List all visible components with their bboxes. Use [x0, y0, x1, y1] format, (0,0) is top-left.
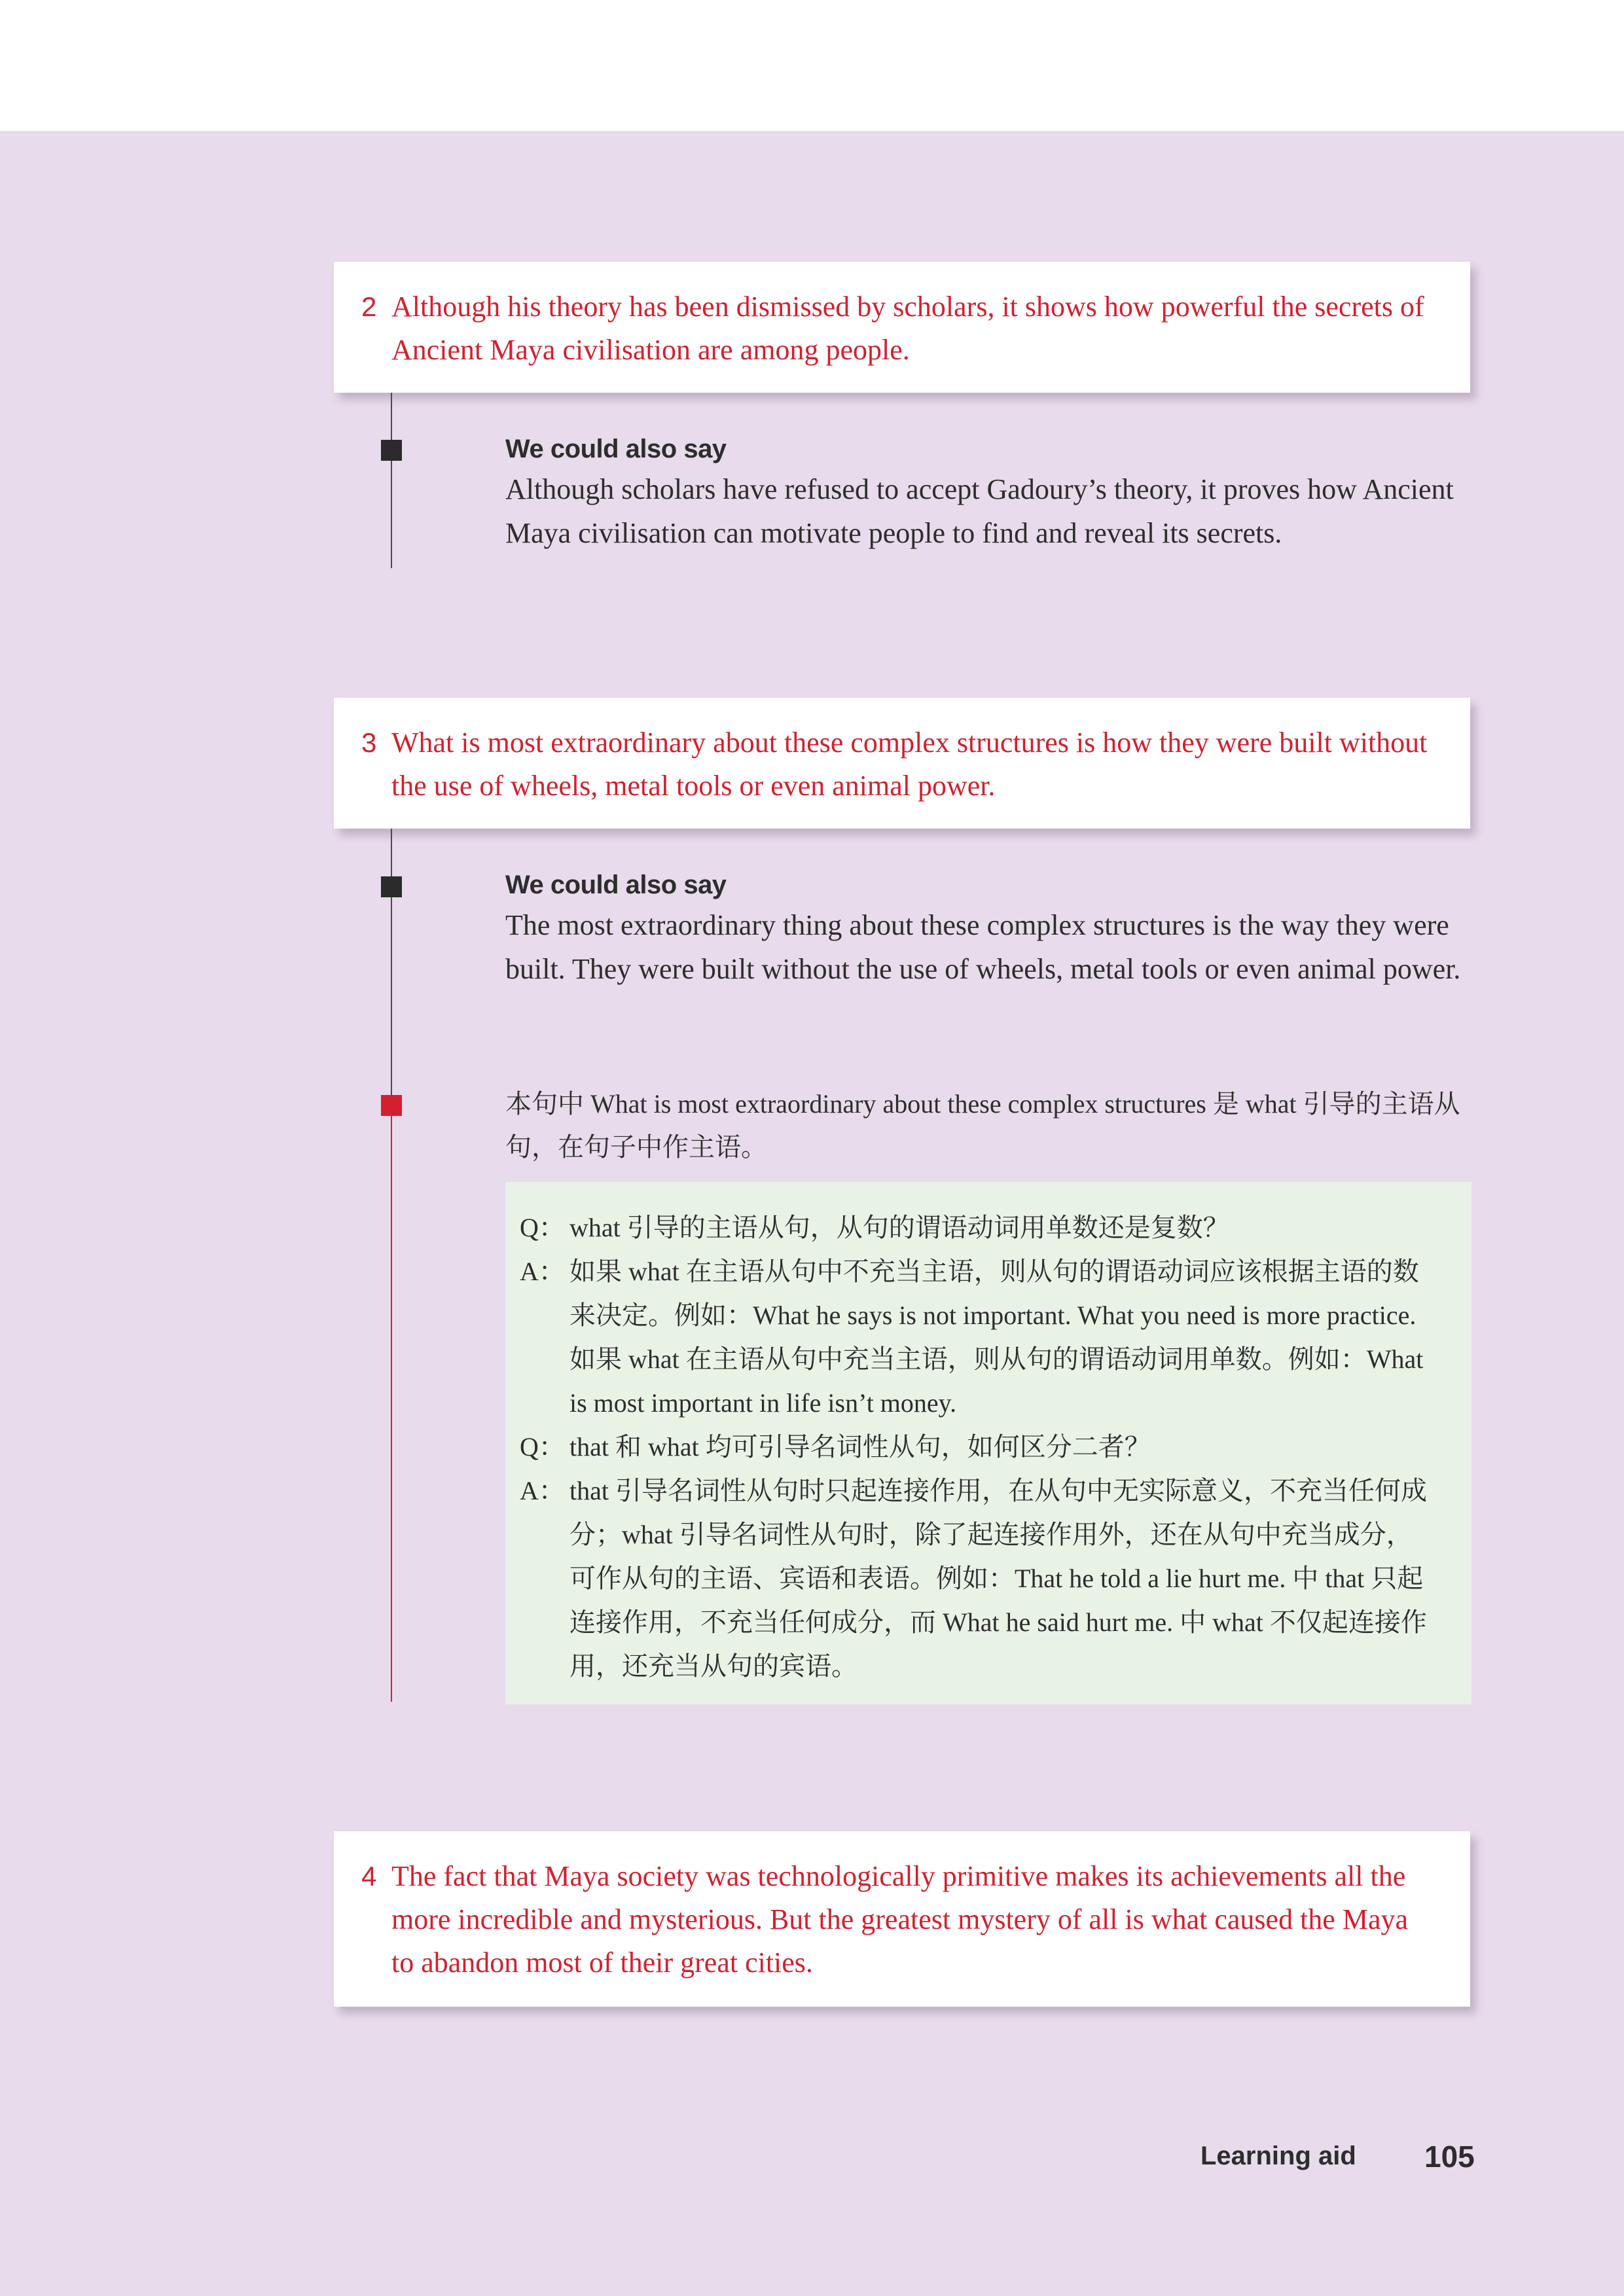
- alternative-phrasing-2: [505, 431, 1474, 555]
- connector-line: [391, 393, 392, 568]
- sentence-card-3: [334, 698, 1470, 829]
- sentence-number: 4: [361, 1861, 377, 1892]
- bullet-square: [381, 876, 402, 897]
- qa-text: what 引导的主语从句，从句的谓语动词用单数还是复数？: [569, 1213, 1229, 1242]
- qa-item: [520, 1469, 1432, 1688]
- bullet-square: [381, 440, 402, 461]
- aside-heading: We could also say: [505, 870, 727, 899]
- qa-item: [520, 1249, 1432, 1425]
- qa-tag: Q：: [520, 1432, 565, 1462]
- alternative-phrasing-3: [505, 867, 1474, 991]
- sentence-text: What is most extraordinary about these complex structures is how they were built without the use of wheels, metal tools or even animal power.: [391, 726, 1428, 802]
- qa-item: [520, 1425, 1432, 1469]
- sentence-card-4: [334, 1831, 1470, 2007]
- qa-text: 如果 what 在主语从句中不充当主语，则从句的谓语动词应该根据主语的数来决定。例如：What he says is not important. What you need is more practice. 如果 what 在主语从句中充当主语，则从句的谓语动词用单数。例如：What is most important in life isn’t money.: [569, 1257, 1424, 1418]
- sentence-number: 3: [361, 727, 377, 758]
- sentence-card-2: [334, 262, 1470, 393]
- connector-line: [391, 829, 392, 1106]
- qa-item: [520, 1206, 1432, 1249]
- page-number: 105: [1424, 2140, 1475, 2174]
- aside-text: Although scholars have refused to accept Gadoury’s theory, it proves how Ancient Maya civilisation can motivate people to find and reveal its secrets.: [505, 473, 1454, 549]
- qa-tag: A：: [520, 1257, 565, 1286]
- qa-text: that 引导名词性从句时只起连接作用，在从句中无实际意义，不充当任何成分；what 引导名词性从句时，除了起连接作用外，还在从句中充当成分，可作从句的主语、宾语和表语。例如：That he told a lie hurt me. 中 that 只起连接作用，不充当任何成分，而 What he said hurt me. 中 what 不仅起连接作用，还充当从句的宾语。: [569, 1476, 1427, 1681]
- grammar-bullet-square: [381, 1095, 402, 1116]
- sentence-text: Although his theory has been dismissed by scholars, it shows how powerful the secrets of Ancient Maya civilisation are among people.: [391, 291, 1424, 366]
- grammar-note: 本句中 What is most extraordinary about these complex structures 是 what 引导的主语从句，在句子中作主语。: [505, 1089, 1460, 1162]
- grammar-connector-line: [391, 1106, 392, 1702]
- sentence-text: The fact that Maya society was technologically primitive makes its achievements all the more incredible and mysterious. But the greatest mystery of all is what caused the Maya to abandon most of their great cities.: [391, 1860, 1408, 1979]
- qa-tag: A：: [520, 1476, 565, 1505]
- sentence-number: 2: [361, 291, 377, 322]
- footer-section-label: Learning aid: [1200, 2142, 1356, 2170]
- qa-box: [505, 1182, 1471, 1704]
- qa-text: that 和 what 均可引导名词性从句，如何区分二者？: [569, 1432, 1151, 1462]
- qa-tag: Q：: [520, 1213, 565, 1242]
- aside-heading: We could also say: [505, 435, 727, 463]
- aside-text: The most extraordinary thing about these complex structures is the way they were built. They were built without the use of wheels, metal tools or even animal power.: [505, 909, 1461, 985]
